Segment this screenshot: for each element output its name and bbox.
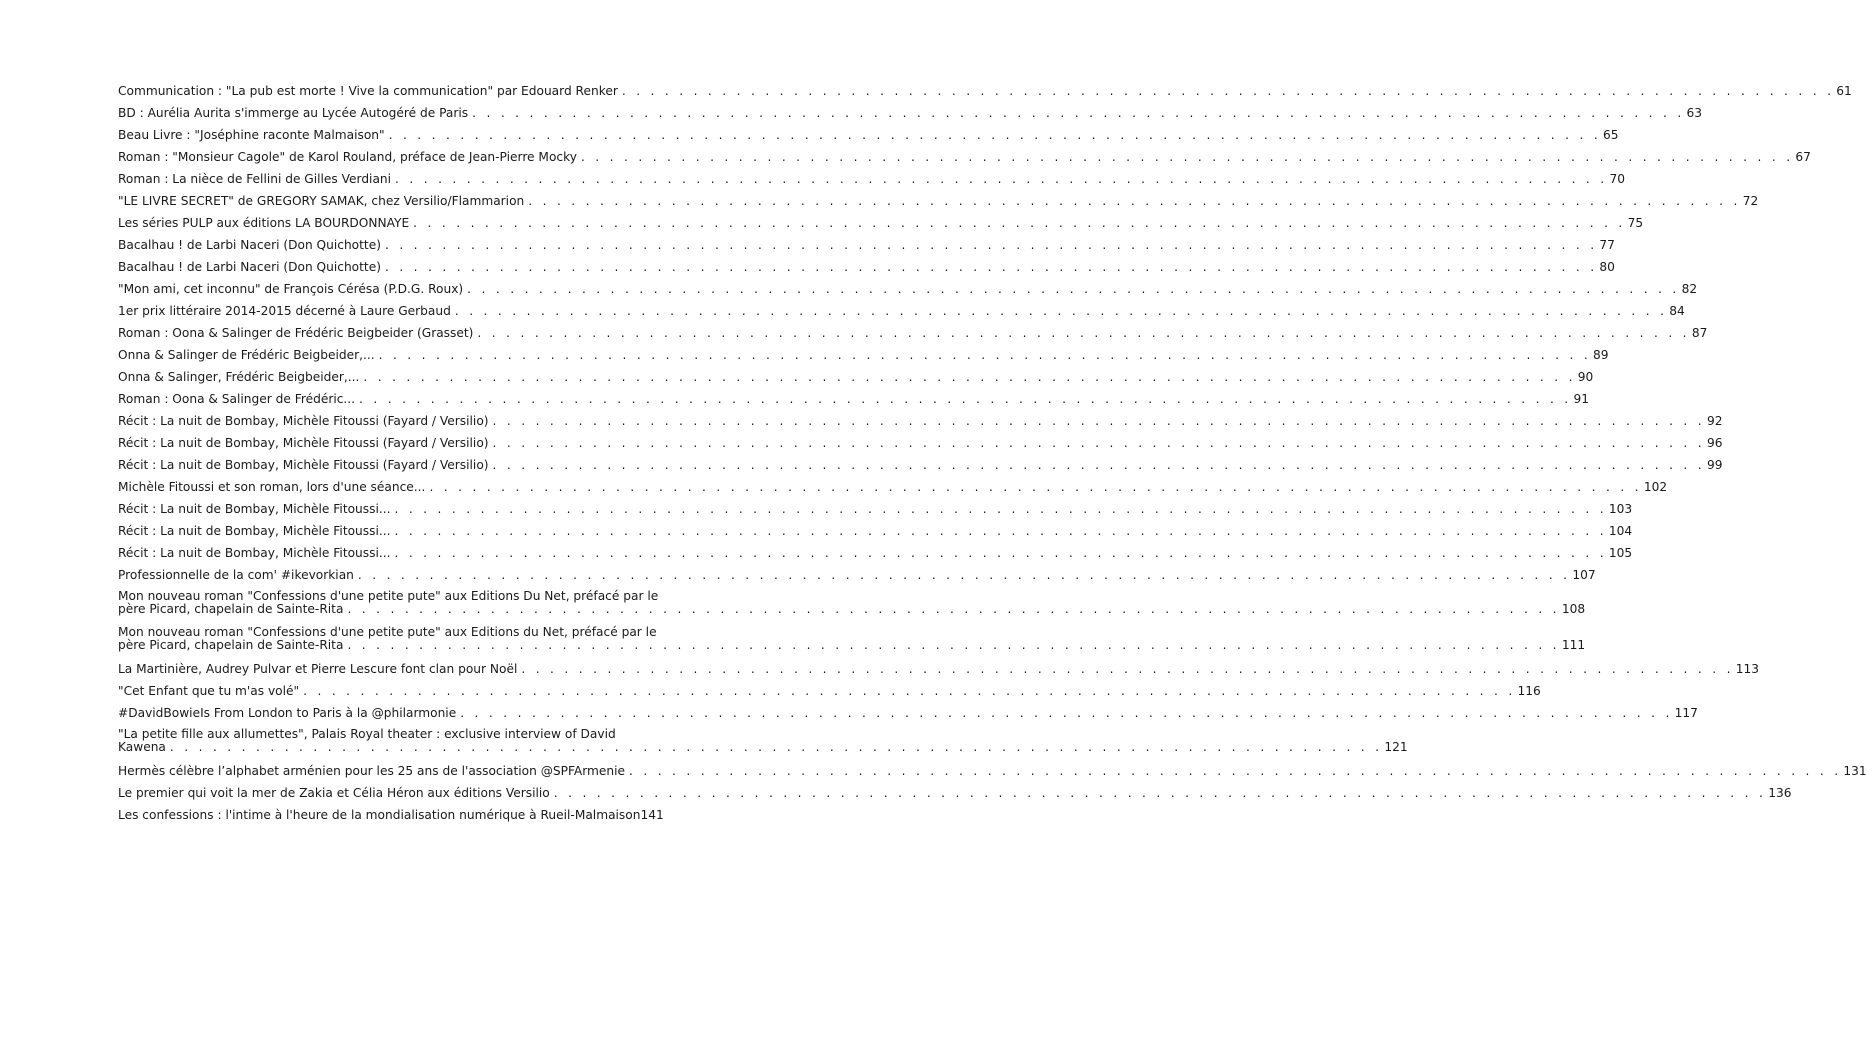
- toc-entry[interactable]: [118, 124, 1619, 146]
- toc-entry-title: "LE LIVRE SECRET" de GREGORY SAMAK, chez Versilio/Flammarion: [118, 194, 528, 209]
- toc-entry-title-line2-row: [118, 602, 1586, 616]
- toc-entry-page: 77: [1599, 238, 1615, 252]
- dot-leader: . . . . . . . . . . . . . . . . . . . . . . . . . . . . . . . . . . . . . . . . . . . . . . . . . . . . . . . . . . . . . . . . . . . . . . . . . . . . . . . . . . . . .: [388, 128, 1602, 142]
- toc-entry[interactable]: [118, 366, 1594, 388]
- toc-entry-page: 117: [1674, 706, 1698, 720]
- toc-entry[interactable]: [118, 476, 1668, 498]
- toc-entry-title: Communication : "La pub est morte ! Vive la communication" par Edouard Renker: [118, 84, 622, 99]
- toc-entry-title-line2: Kawena: [118, 741, 170, 754]
- dot-leader: . . . . . . . . . . . . . . . . . . . . . . . . . . . . . . . . . . . . . . . . . . . . . . . . . . . . . . . . . . . . . . . . . . . . . . . . . . . . . . . . . . . . .: [454, 304, 1668, 318]
- toc-entry-title-line1: Mon nouveau roman "Confessions d'une petite pute" aux Editions Du Net, préfacé par le: [118, 589, 659, 603]
- toc-entry-page: 61: [1836, 84, 1852, 98]
- toc-entry-title-line2: père Picard, chapelain de Sainte-Rita: [118, 603, 347, 616]
- dot-leader: . . . . . . . . . . . . . . . . . . . . . . . . . . . . . . . . . . . . . . . . . . . . . . . . . . . . . . . . . . . . . . . . . . . . . . . . . . . . . . . . . . . . .: [394, 546, 1607, 560]
- dot-leader: . . . . . . . . . . . . . . . . . . . . . . . . . . . . . . . . . . . . . . . . . . . . . . . . . . . . . . . . . . . . . . . . . . . . . . . . . . . . . . . . . . . . .: [629, 764, 1842, 778]
- toc-entry[interactable]: [118, 804, 678, 826]
- toc-entry[interactable]: [118, 146, 1811, 168]
- toc-entry-title: 1er prix littéraire 2014-2015 décerné à Laure Gerbaud: [118, 304, 455, 319]
- toc-entry-page: 92: [1706, 414, 1723, 428]
- toc-entry-title: Beau Livre : "Joséphine raconte Malmaison": [118, 128, 389, 143]
- toc-entry-title: Récit : La nuit de Bombay, Michèle Fitoussi (Fayard / Versilio): [118, 458, 493, 473]
- toc-entry-title: "Cet Enfant que tu m'as volé": [118, 684, 303, 699]
- dot-leader: . . . . . . . . . . . . . . . . . . . . . . . . . . . . . . . . . . . . . . . . . . . . . . . . . . . . . . . . . . . . . . . . . . . . . . . . . . . . . . . . . . . . .: [429, 480, 1642, 494]
- dot-leader: . . . . . . . . . . . . . . . . . . . . . . . . . . . . . . . . . . . . . . . . . . . . . . . . . . . . . . . . . . . . . . . . . . . . . . . . . . . . . . . . . . . . .: [384, 260, 1598, 274]
- dot-leader: . . . . . . . . . . . . . . . . . . . . . . . . . . . . . . . . . . . . . . . . . . . . . . . . . . . . . . . . . . . . . . . . . . . . . . . . . . . . . . . . . . . . .: [492, 436, 1705, 450]
- toc-entry-title: Onna & Salinger de Frédéric Beigbeider,...: [118, 348, 379, 363]
- toc-entry-title: BD : Aurélia Aurita s'immerge au Lycée Autogéré de Paris: [118, 106, 472, 121]
- toc-entry-title: Récit : La nuit de Bombay, Michèle Fitoussi (Fayard / Versilio): [118, 436, 493, 451]
- toc-entry[interactable]: [118, 278, 1698, 300]
- dot-leader: . . . . . . . . . . . . . . . . . . . . . . . . . . . . . . . . . . . . . . . . . . . . . . . . . . . . . . . . . . . . . . . . . . . . . . . . . . . . . . . . . . . . .: [521, 662, 1734, 676]
- toc-entry[interactable]: [118, 586, 1586, 622]
- toc-entry-page: 121: [1384, 740, 1408, 754]
- toc-entry-page: 91: [1573, 392, 1589, 406]
- toc-entry-title: #DavidBowieIs From London to Paris à la @philarmonie: [118, 706, 460, 721]
- toc-entry[interactable]: [118, 80, 1852, 102]
- dot-leader: . . . . . . . . . . . . . . . . . . . . . . . . . . . . . . . . . . . . . . . . . . . . . . . . . . . . . . . . . . . . . . . . . . . . . . . . . . . . . . . . . . . . .: [378, 348, 1592, 362]
- dot-leader: . . . . . . . . . . . . . . . . . . . . . . . . . . . . . . . . . . . . . . . . . . . . . . . . . . . . . . . . . . . . . . . . . . . . . . . . . . . . . . . . . . . . .: [347, 602, 1560, 616]
- toc-entry[interactable]: [118, 190, 1759, 212]
- toc-entry[interactable]: [118, 388, 1589, 410]
- toc-entry-page: 70: [1609, 172, 1625, 186]
- toc-entry-title-line2-row: [118, 740, 1408, 754]
- dot-leader: . . . . . . . . . . . . . . . . . . . . . . . . . . . . . . . . . . . . . . . . . . . . . . . . . . . . . . . . . . . . . . . . . . . . . . . . . . . . . . . . . . . . .: [384, 238, 1598, 252]
- dot-leader: . . . . . . . . . . . . . . . . . . . . . . . . . . . . . . . . . . . . . . . . . . . . . . . . . . . . . . . . . . . . . . . . . . . . . . . . . . . . . . . . . . . . .: [477, 326, 1690, 340]
- toc-entry-title: Hermès célèbre l’alphabet arménien pour les 25 ans de l'association @SPFArmenie: [118, 764, 629, 779]
- toc-entry-title: Roman : Oona & Salinger de Frédéric...: [118, 392, 359, 407]
- toc-entry-title: Bacalhau ! de Larbi Naceri (Don Quichotte): [118, 260, 385, 275]
- toc-entry-page: 99: [1706, 458, 1723, 472]
- dot-leader: . . . . . . . . . . . . . . . . . . . . . . . . . . . . . . . . . . . . . . . . . . . . . . . . . . . . . . . . . . . . . . . . . . . . . . . . . . . . . . . . . . . . .: [553, 786, 1767, 800]
- dot-leader: . . . . . . . . . . . . . . . . . . . . . . . . . . . . . . . . . . . . . . . . . . . . . . . . . . . . . . . . . . . . . . . . . . . . . . . . . . . . . . . . . . . . .: [347, 638, 1560, 652]
- toc-entry-title-line2-row: [118, 638, 1586, 652]
- toc-entry-page: 108: [1561, 602, 1586, 616]
- toc-entry-title-line1: "La petite fille aux allumettes", Palais Royal theater : exclusive interview of David: [118, 727, 616, 741]
- toc-entry-title: Michèle Fitoussi et son roman, lors d'une séance...: [118, 480, 429, 495]
- toc-entry[interactable]: [118, 542, 1633, 564]
- toc-entry[interactable]: [118, 498, 1633, 520]
- toc-entry-page: 65: [1603, 128, 1619, 142]
- toc-entry[interactable]: [118, 300, 1685, 322]
- dot-leader: . . . . . . . . . . . . . . . . . . . . . . . . . . . . . . . . . . . . . . . . . . . . . . . . . . . . . . . . . . . . . . . . . . . . . . . . . . . . . . . . . . . . .: [303, 684, 1516, 698]
- toc-entry-title: Roman : Oona & Salinger de Frédéric Beigbeider (Grasset): [118, 326, 477, 341]
- toc-entry-page: 116: [1517, 684, 1541, 698]
- toc-entry-title: Le premier qui voit la mer de Zakia et Célia Héron aux éditions Versilio: [118, 786, 554, 801]
- toc-entry-page: 63: [1686, 106, 1703, 120]
- toc-entry-title: Les séries PULP aux éditions LA BOURDONNAYE: [118, 216, 413, 231]
- dot-leader: . . . . . . . . . . . . . . . . . . . . . . . . . . . . . . . . . . . . . . . . . . . . . . . . . . . . . . . . . . . . . . . . . . . . . . . . . . . . . . . . . . . . .: [621, 84, 1835, 98]
- toc-entry[interactable]: [118, 432, 1723, 454]
- toc-entry[interactable]: [118, 760, 1867, 782]
- dot-leader: . . . . . . . . . . . . . . . . . . . . . . . . . . . . . . . . . . . . . . . . . . . . . . . . . . . . . . . . . . . . . . . . . . . . . . . . . . . . . . . . . . . . .: [472, 106, 1685, 120]
- toc-entry-page: 90: [1577, 370, 1594, 384]
- toc-entry-title: Récit : La nuit de Bombay, Michèle Fitoussi (Fayard / Versilio): [118, 414, 493, 429]
- toc-entry-title: Bacalhau ! de Larbi Naceri (Don Quichotte): [118, 238, 385, 253]
- dot-leader: . . . . . . . . . . . . . . . . . . . . . . . . . . . . . . . . . . . . . . . . . . . . . . . . . . . . . . . . . . . . . . . . . . . . . . . . . . . . . . . . . . . . .: [413, 216, 1626, 230]
- toc-entry-page: 113: [1735, 662, 1760, 676]
- toc-entry-page: 141: [640, 808, 664, 822]
- toc-entry-title: Récit : La nuit de Bombay, Michèle Fitoussi...: [118, 524, 394, 539]
- dot-leader: . . . . . . . . . . . . . . . . . . . . . . . . . . . . . . . . . . . . . . . . . . . . . . . . . . . . . . . . . . . . . . . . . . . . . . . . . . . . . . . . . . . . .: [580, 150, 1794, 164]
- toc-entry-page: 89: [1593, 348, 1609, 362]
- dot-leader: . . . . . . . . . . . . . . . . . . . . . . . . . . . . . . . . . . . . . . . . . . . . . . . . . . . . . . . . . . . . . . . . . . . . . . . . . . . . . . . . . . . . .: [528, 194, 1741, 208]
- toc-entry-page: 67: [1795, 150, 1811, 164]
- toc-entry[interactable]: [118, 168, 1625, 190]
- toc-entry-page: 104: [1608, 524, 1633, 538]
- dot-leader: . . . . . . . . . . . . . . . . . . . . . . . . . . . . . . . . . . . . . . . . . . . . . . . . . . . . . . . . . . . . . . . . . . . . . . . . . . . . . . . . . . . . .: [395, 172, 1608, 186]
- toc-entry-title: Récit : La nuit de Bombay, Michèle Fitoussi...: [118, 546, 394, 561]
- toc-entry-page: 96: [1706, 436, 1723, 450]
- toc-entry[interactable]: [118, 322, 1708, 344]
- toc-entry[interactable]: [118, 212, 1644, 234]
- toc-entry-page: 84: [1669, 304, 1685, 318]
- toc-entry-title-line1: Mon nouveau roman "Confessions d'une petite pute" aux Editions du Net, préfacé par le: [118, 625, 657, 639]
- toc-entry[interactable]: [118, 622, 1586, 658]
- toc-entry-title: Professionnelle de la com' #ikevorkian: [118, 568, 358, 583]
- dot-leader: . . . . . . . . . . . . . . . . . . . . . . . . . . . . . . . . . . . . . . . . . . . . . . . . . . . . . . . . . . . . . . . . . . . . . . . . . . . . . . . . . . . . .: [169, 740, 1383, 754]
- toc-entry-page: 75: [1627, 216, 1644, 230]
- dot-leader: . . . . . . . . . . . . . . . . . . . . . . . . . . . . . . . . . . . . . . . . . . . . . . . . . . . . . . . . . . . . . . . . . . . . . . . . . . . . . . . . . . . . .: [363, 370, 1576, 384]
- toc-entry-title: Roman : "Monsieur Cagole" de Karol Rouland, préface de Jean-Pierre Mocky: [118, 150, 581, 165]
- toc-entry[interactable]: [118, 454, 1723, 476]
- dot-leader: . . . . . . . . . . . . . . . . . . . . . . . . . . . . . . . . . . . . . . . . . . . . . . . . . . . . . . . . . . . . . . . . . . . . . . . . . . . . . . . . . . . . .: [492, 414, 1705, 428]
- toc-entry[interactable]: [118, 344, 1609, 366]
- toc-entry-title: "Mon ami, cet inconnu" de François Cérésa (P.D.G. Roux): [118, 282, 467, 297]
- toc-entry-page: 136: [1768, 786, 1792, 800]
- dot-leader: . . . . . . . . . . . . . . . . . . . . . . . . . . . . . . . . . . . . . . . . . . . . . . . . . . . . . . . . . . . . . . . . . . . . . . . . . . . . . . . . . . . . .: [357, 568, 1571, 582]
- toc-entry-title: Onna & Salinger, Frédéric Beigbeider,...: [118, 370, 363, 385]
- toc-entry-page: 82: [1681, 282, 1698, 296]
- toc-entry[interactable]: [118, 680, 1541, 702]
- toc-entry-page: 80: [1599, 260, 1615, 274]
- toc-entry-page: 87: [1691, 326, 1708, 340]
- toc-entry-page: 103: [1608, 502, 1633, 516]
- toc-entry-page: 105: [1608, 546, 1633, 560]
- toc-entry-page: 107: [1572, 568, 1596, 582]
- toc-entry-page: 111: [1561, 638, 1586, 652]
- toc-entry[interactable]: [118, 234, 1615, 256]
- dot-leader: . . . . . . . . . . . . . . . . . . . . . . . . . . . . . . . . . . . . . . . . . . . . . . . . . . . . . . . . . . . . . . . . . . . . . . . . . . . . . . . . . . . . .: [359, 392, 1572, 406]
- toc-entry[interactable]: [118, 702, 1698, 724]
- toc-entry[interactable]: [118, 564, 1596, 586]
- toc-entry[interactable]: [118, 256, 1615, 278]
- table-of-contents: [118, 80, 1867, 826]
- toc-entry-page: 102: [1643, 480, 1668, 494]
- toc-entry-title: Récit : La nuit de Bombay, Michèle Fitoussi...: [118, 502, 394, 517]
- toc-entry[interactable]: [118, 724, 1408, 760]
- dot-leader: . . . . . . . . . . . . . . . . . . . . . . . . . . . . . . . . . . . . . . . . . . . . . . . . . . . . . . . . . . . . . . . . . . . . . . . . . . . . . . . . . . . . .: [467, 282, 1680, 296]
- toc-entry[interactable]: [118, 410, 1723, 432]
- toc-entry-title: Les confessions : l'intime à l'heure de la mondialisation numérique à Rueil-Malmaison: [118, 808, 641, 822]
- toc-entry[interactable]: [118, 520, 1633, 542]
- toc-entry-page: 72: [1742, 194, 1759, 208]
- toc-entry[interactable]: [118, 782, 1792, 804]
- dot-leader: . . . . . . . . . . . . . . . . . . . . . . . . . . . . . . . . . . . . . . . . . . . . . . . . . . . . . . . . . . . . . . . . . . . . . . . . . . . . . . . . . . . . .: [492, 458, 1705, 472]
- dot-leader: . . . . . . . . . . . . . . . . . . . . . . . . . . . . . . . . . . . . . . . . . . . . . . . . . . . . . . . . . . . . . . . . . . . . . . . . . . . . . . . . . . . . .: [394, 502, 1607, 516]
- toc-entry-title: La Martinière, Audrey Pulvar et Pierre Lescure font clan pour Noël: [118, 662, 521, 677]
- dot-leader: . . . . . . . . . . . . . . . . . . . . . . . . . . . . . . . . . . . . . . . . . . . . . . . . . . . . . . . . . . . . . . . . . . . . . . . . . . . . . . . . . . . . .: [460, 706, 1673, 720]
- toc-entry[interactable]: [118, 658, 1760, 680]
- dot-leader: . . . . . . . . . . . . . . . . . . . . . . . . . . . . . . . . . . . . . . . . . . . . . . . . . . . . . . . . . . . . . . . . . . . . . . . . . . . . . . . . . . . . .: [394, 524, 1607, 538]
- toc-entry[interactable]: [118, 102, 1703, 124]
- toc-entry-title-line2: père Picard, chapelain de Sainte-Rita: [118, 639, 347, 652]
- toc-entry-page: 131: [1843, 764, 1867, 778]
- toc-entry-title: Roman : La nièce de Fellini de Gilles Verdiani: [118, 172, 395, 187]
